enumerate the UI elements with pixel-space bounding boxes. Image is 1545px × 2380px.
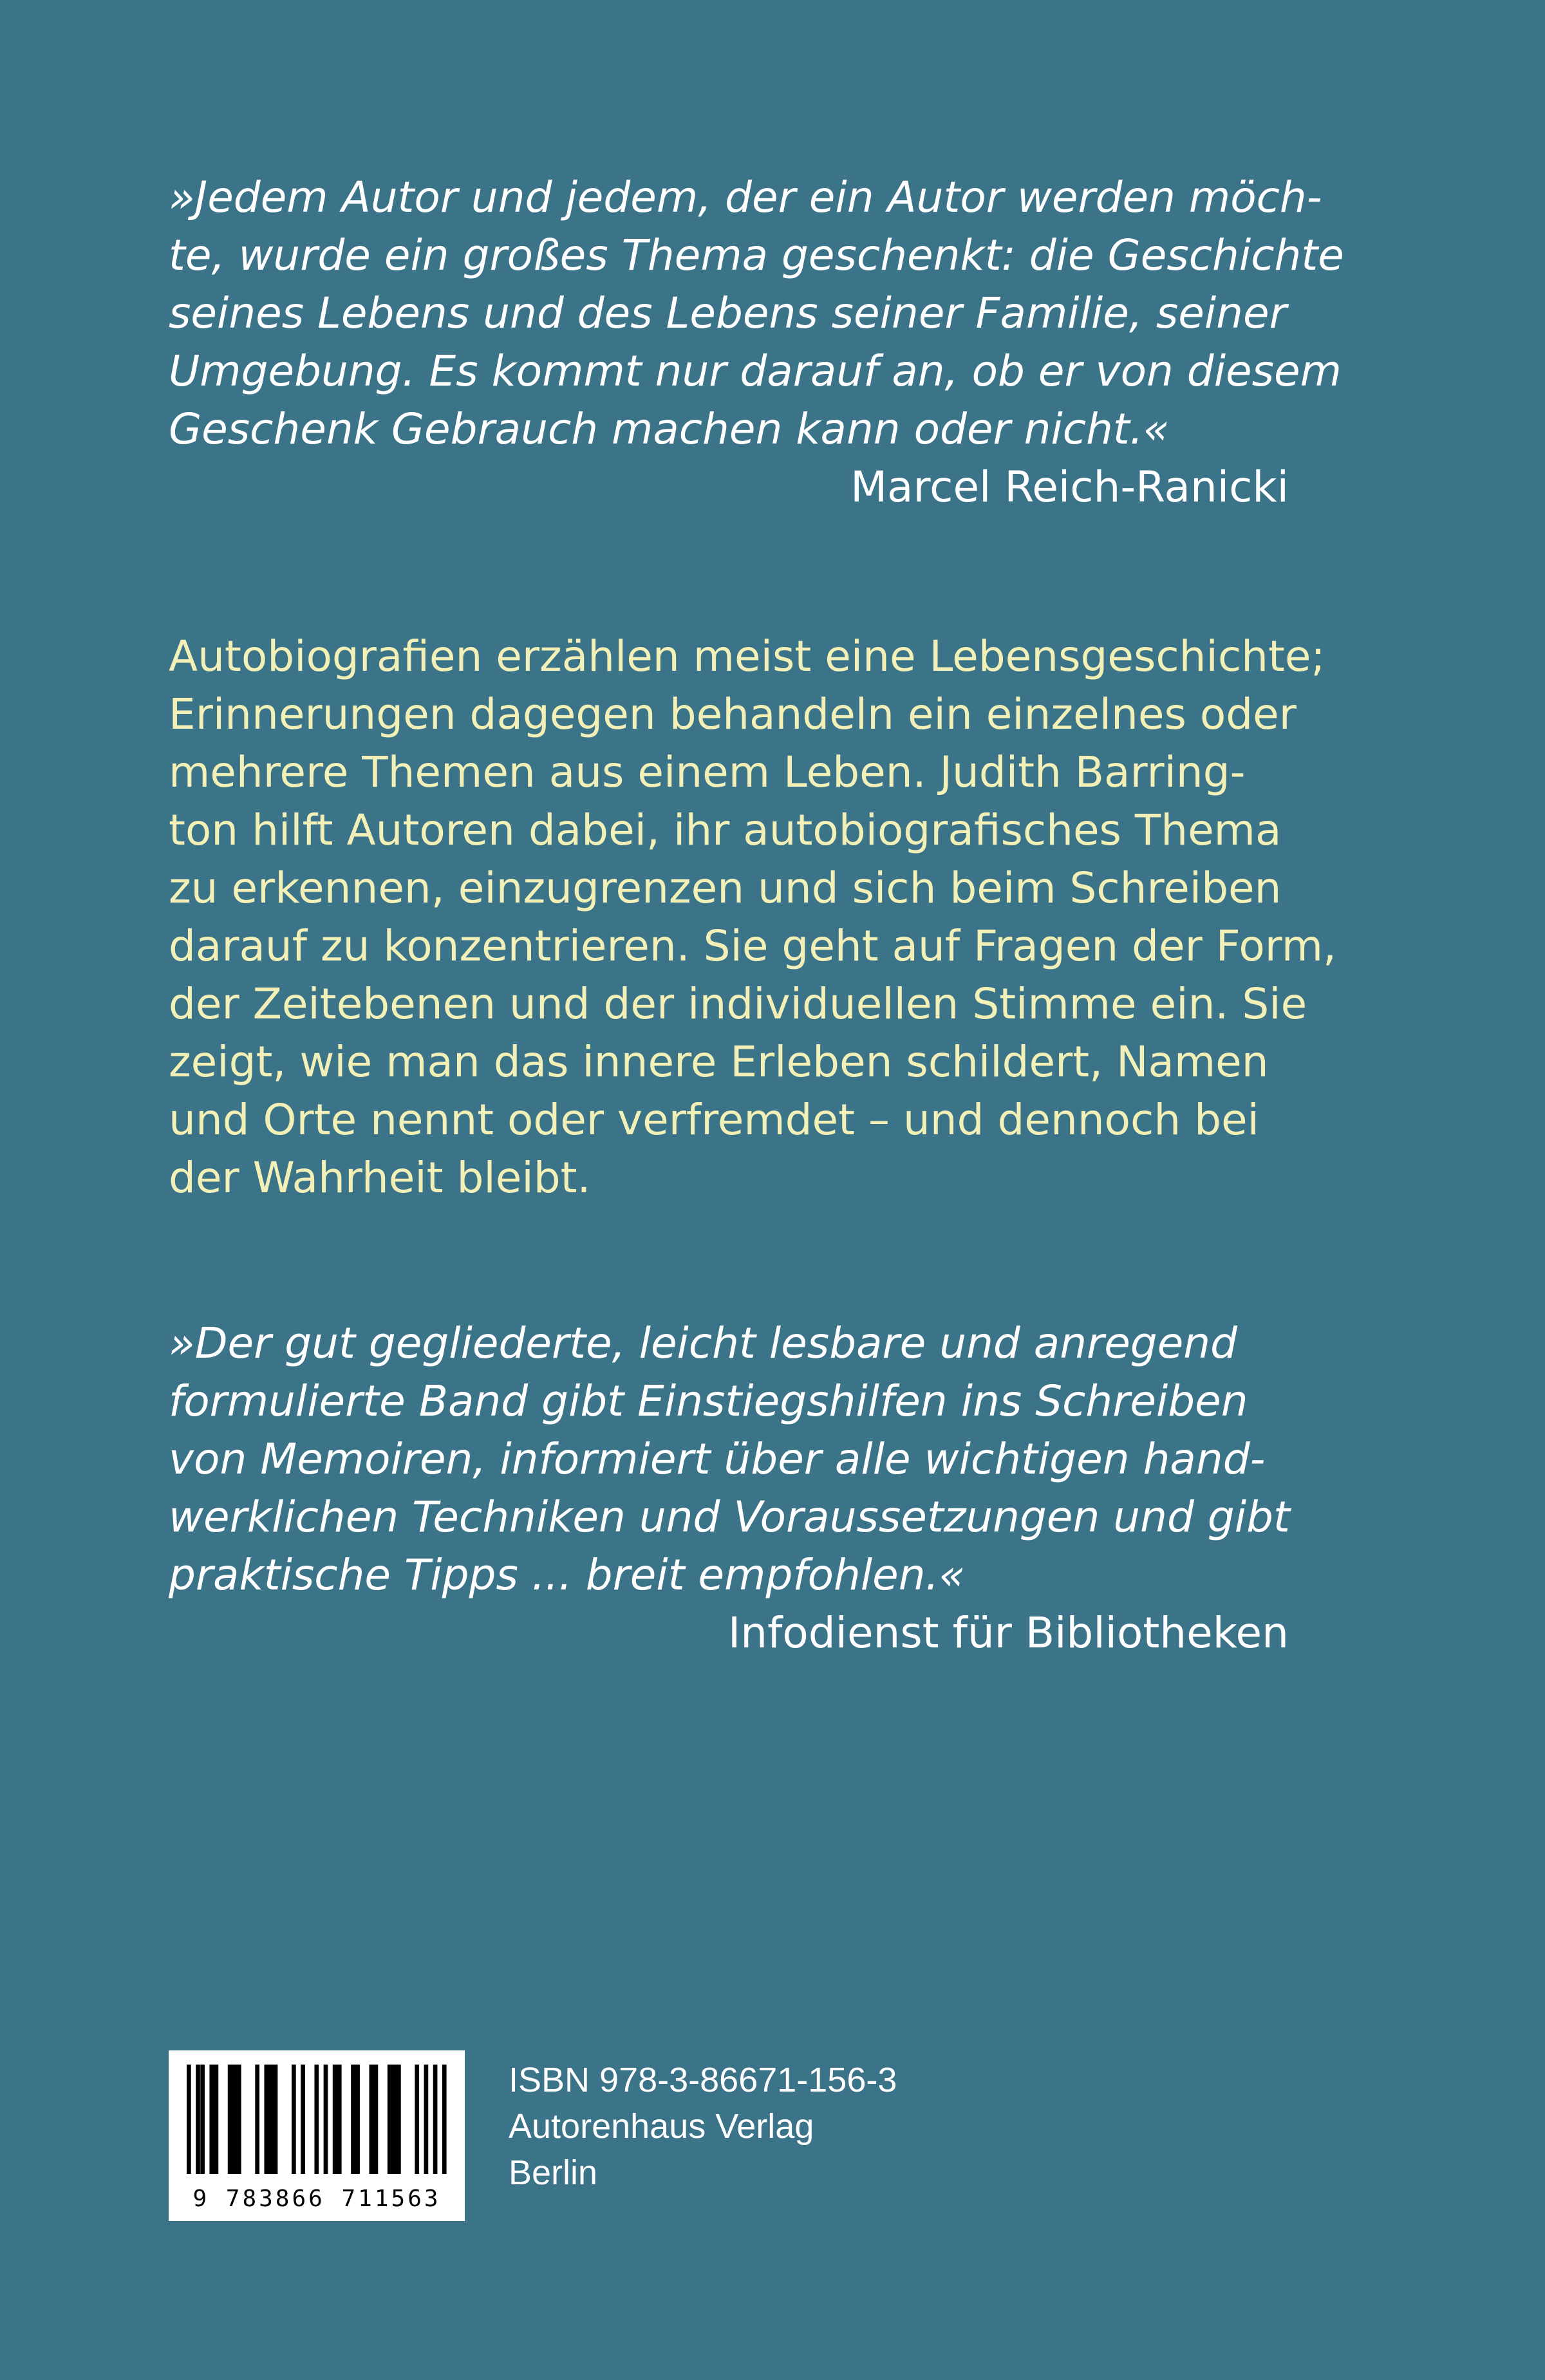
description-line: mehrere Themen aus einem Leben. Judith Barring- [169, 747, 1246, 797]
quote-line: te, wurde ein großes Thema geschenkt: die Geschichte [169, 230, 1344, 280]
barcode-bar [333, 2065, 342, 2174]
description-line: der Wahrheit bleibt. [169, 1153, 591, 1203]
barcode-digits: 9 783866 711563 [192, 2186, 441, 2212]
barcode-bar [200, 2065, 205, 2174]
barcode-bar [255, 2065, 259, 2174]
barcode-bar [187, 2065, 191, 2174]
description-line: Erinnerungen dagegen behandeln ein einzelnes oder [169, 689, 1297, 739]
barcode-bar [442, 2065, 447, 2174]
quote-attribution: Marcel Reich-Ranicki [850, 462, 1289, 512]
quote-line: »Der gut gegliederte, leicht lesbare und anregend [169, 1318, 1238, 1368]
quote-attribution: Infodienst für Bibliotheken [727, 1608, 1289, 1658]
barcode-bar [196, 2065, 200, 2174]
quote-line: praktische Tipps ... breit empfohlen.« [169, 1550, 966, 1600]
barcode-bar [324, 2065, 328, 2174]
quote-line: formulierte Band gibt Einstiegshilfen ins Schreiben [169, 1376, 1248, 1426]
barcode-bar [292, 2065, 296, 2174]
description-line: darauf zu konzentrieren. Sie geht auf Fragen der Form, [169, 921, 1337, 971]
description-line: ton hilft Autoren dabei, ihr autobiografisches Thema [169, 805, 1282, 855]
book-description [169, 628, 1337, 1207]
quote-line: Umgebung. Es kommt nur darauf an, ob er von diesem [169, 346, 1342, 396]
barcode-bar [424, 2065, 429, 2174]
barcode-bar [314, 2065, 319, 2174]
barcode-bar [351, 2065, 360, 2174]
barcode-bars-icon [187, 2065, 447, 2174]
quote-line: »Jedem Autor und jedem, der ein Autor werden möch- [169, 173, 1322, 222]
description-line: zu erkennen, einzugrenzen und sich beim Schreiben [169, 863, 1282, 913]
barcode-bar [301, 2065, 305, 2174]
description-line: Autobiografien erzählen meist eine Lebensgeschichte; [169, 632, 1325, 681]
isbn-barcode [169, 2050, 465, 2221]
description-line: der Zeitebenen und der individuellen Stimme ein. Sie [169, 979, 1307, 1029]
quote-line: werklichen Techniken und Voraussetzungen und gibt [169, 1492, 1290, 1542]
quote-line: seines Lebens und des Lebens seiner Familie, seiner [169, 288, 1287, 338]
barcode-bar [415, 2065, 419, 2174]
barcode-bar [433, 2065, 438, 2174]
barcode-bar [388, 2065, 401, 2174]
quote-infodienst [169, 1315, 1289, 1662]
isbn-number: ISBN 978-3-86671-156-3 [509, 2061, 897, 2099]
description-line: zeigt, wie man das innere Erleben schildert, Namen [169, 1037, 1269, 1087]
barcode-bar [370, 2065, 379, 2174]
barcode-bar [228, 2065, 241, 2174]
quote-line: von Memoiren, informiert über alle wichtigen hand- [169, 1434, 1266, 1484]
description-line: und Orte nennt oder verfremdet – und dennoch bei [169, 1095, 1259, 1145]
publisher-info [509, 2057, 959, 2196]
barcode-bar [264, 2065, 277, 2174]
quote-reich-ranicki [169, 169, 1344, 516]
barcode-bar [209, 2065, 218, 2174]
quote-line: Geschenk Gebrauch machen kann oder nicht.« [169, 404, 1170, 454]
publisher-name: Autorenhaus Verlag [509, 2107, 814, 2146]
publisher-city: Berlin [509, 2153, 598, 2192]
